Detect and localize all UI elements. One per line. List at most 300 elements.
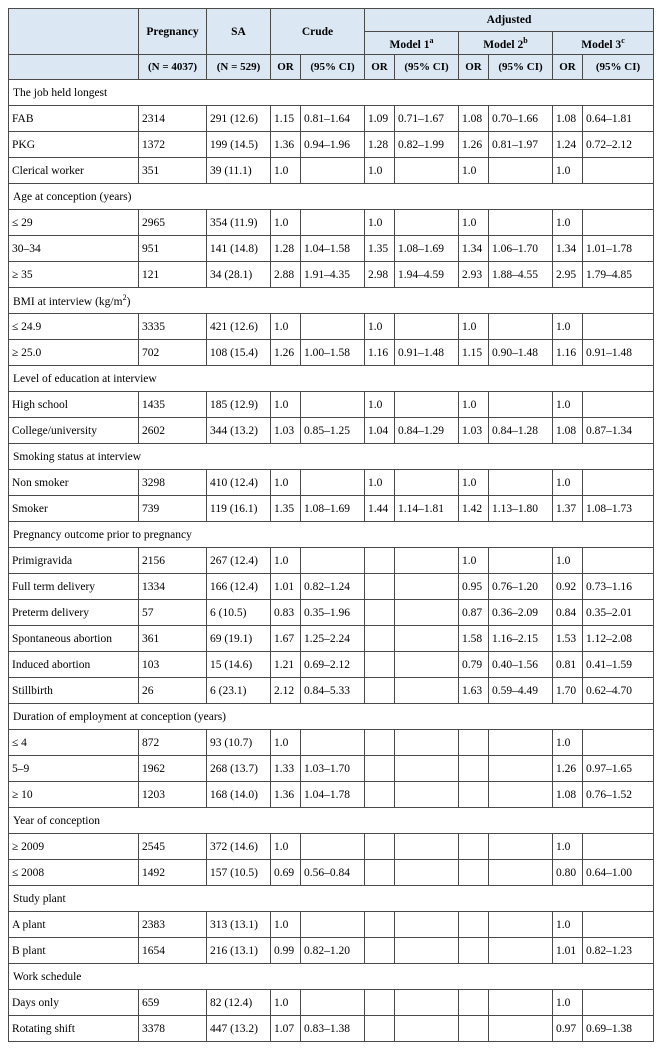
header-model1-sup: a: [429, 35, 434, 45]
pregnancy-count: 951: [139, 236, 207, 262]
row-label: 30–34: [9, 236, 139, 262]
model2-or: [459, 1016, 489, 1042]
row-label: Non smoker: [9, 470, 139, 496]
row-label: ≥ 10: [9, 782, 139, 808]
model2-or: 1.0: [459, 392, 489, 418]
model2-or: 1.0: [459, 470, 489, 496]
sa-count: 82 (12.4): [207, 990, 271, 1016]
crude-ci: [301, 990, 365, 1016]
model3-or: 1.0: [553, 314, 583, 340]
section-title-end: ): [126, 295, 131, 308]
model1-or: 1.16: [365, 340, 395, 366]
row-label: Days only: [9, 990, 139, 1016]
row-label: FAB: [9, 106, 139, 132]
model3-ci: 0.41–1.59: [583, 652, 654, 678]
crude-or: 1.07: [271, 1016, 301, 1042]
model2-or: 2.93: [459, 262, 489, 288]
crude-ci: 0.69–2.12: [301, 652, 365, 678]
model2-ci: [489, 730, 553, 756]
model3-or: 0.84: [553, 600, 583, 626]
row-label: Induced abortion: [9, 652, 139, 678]
header-or: OR: [271, 55, 301, 80]
model2-or: [459, 860, 489, 886]
section-title-text: Year of conception: [13, 814, 100, 827]
model2-ci: [489, 210, 553, 236]
model1-or: [365, 834, 395, 860]
table-row: [9, 756, 654, 782]
model2-ci: [489, 990, 553, 1016]
model2-ci: [489, 470, 553, 496]
model3-or: 1.34: [553, 236, 583, 262]
model1-or: [365, 730, 395, 756]
model1-ci: 1.94–4.59: [395, 262, 459, 288]
sa-count: 6 (10.5): [207, 600, 271, 626]
header-model3-sup: c: [621, 35, 625, 45]
table-row: [9, 834, 654, 860]
sa-count: 354 (11.9): [207, 210, 271, 236]
crude-or: 1.33: [271, 756, 301, 782]
model1-or: [365, 574, 395, 600]
model3-ci: [583, 314, 654, 340]
model3-or: 1.08: [553, 418, 583, 444]
pregnancy-count: 2383: [139, 912, 207, 938]
sa-count: 421 (12.6): [207, 314, 271, 340]
model1-ci: [395, 210, 459, 236]
model2-ci: [489, 782, 553, 808]
section-title-text: BMI at interview (kg/m: [13, 295, 123, 308]
section-row: [9, 184, 654, 210]
model3-or: 1.0: [553, 990, 583, 1016]
table-row: [9, 626, 654, 652]
crude-or: 0.83: [271, 600, 301, 626]
crude-ci: 0.56–0.84: [301, 860, 365, 886]
results-table: [8, 8, 654, 1042]
model3-or: 1.08: [553, 106, 583, 132]
model2-ci: 0.81–1.97: [489, 132, 553, 158]
model1-or: 1.0: [365, 392, 395, 418]
row-label: ≤ 2008: [9, 860, 139, 886]
pregnancy-count: 872: [139, 730, 207, 756]
model2-ci: [489, 548, 553, 574]
table-row: [9, 158, 654, 184]
model2-or: 1.34: [459, 236, 489, 262]
model3-ci: 0.62–4.70: [583, 678, 654, 704]
crude-or: 1.26: [271, 340, 301, 366]
header-or: OR: [553, 55, 583, 80]
row-label: Preterm delivery: [9, 600, 139, 626]
model1-ci: [395, 392, 459, 418]
crude-or: 1.0: [271, 470, 301, 496]
table-row: [9, 132, 654, 158]
model3-ci: 1.01–1.78: [583, 236, 654, 262]
row-label: B plant: [9, 938, 139, 964]
model2-or: 1.0: [459, 158, 489, 184]
pregnancy-count: 1435: [139, 392, 207, 418]
crude-ci: [301, 210, 365, 236]
sa-count: 141 (14.8): [207, 236, 271, 262]
sa-count: 267 (12.4): [207, 548, 271, 574]
crude-ci: 0.82–1.24: [301, 574, 365, 600]
crude-or: 1.0: [271, 548, 301, 574]
row-label: A plant: [9, 912, 139, 938]
sa-count: 313 (13.1): [207, 912, 271, 938]
crude-ci: [301, 730, 365, 756]
model2-or: 1.0: [459, 548, 489, 574]
model3-ci: 0.87–1.34: [583, 418, 654, 444]
sa-count: 199 (14.5): [207, 132, 271, 158]
section-title-text: Pregnancy outcome prior to pregnancy: [13, 528, 192, 541]
sa-count: 6 (23.1): [207, 678, 271, 704]
pregnancy-count: 26: [139, 678, 207, 704]
header-model3-label: Model 3: [581, 38, 622, 51]
model3-ci: 0.97–1.65: [583, 756, 654, 782]
row-label: 5–9: [9, 756, 139, 782]
model1-or: [365, 626, 395, 652]
row-label: ≤ 24.9: [9, 314, 139, 340]
model3-ci: 0.64–1.00: [583, 860, 654, 886]
model3-or: 1.0: [553, 548, 583, 574]
table-row: [9, 938, 654, 964]
header-ci: (95% CI): [301, 55, 365, 80]
crude-ci: [301, 834, 365, 860]
pregnancy-count: 3298: [139, 470, 207, 496]
crude-or: 0.99: [271, 938, 301, 964]
pregnancy-count: 3378: [139, 1016, 207, 1042]
row-label: ≥ 25.0: [9, 340, 139, 366]
model2-ci: [489, 314, 553, 340]
pregnancy-count: 361: [139, 626, 207, 652]
row-label: Smoker: [9, 496, 139, 522]
model3-or: 1.0: [553, 730, 583, 756]
crude-ci: 0.84–5.33: [301, 678, 365, 704]
section-title-text: Age at conception (years): [13, 190, 132, 203]
model2-or: 0.87: [459, 600, 489, 626]
pregnancy-count: 739: [139, 496, 207, 522]
section-title-text: Duration of employment at conception (years): [13, 710, 226, 723]
header-pregnancy: Pregnancy: [139, 9, 207, 55]
table-row: [9, 236, 654, 262]
model3-ci: [583, 990, 654, 1016]
model1-or: [365, 782, 395, 808]
model1-ci: [395, 574, 459, 600]
crude-ci: 0.82–1.20: [301, 938, 365, 964]
header-or: OR: [459, 55, 489, 80]
section-title: [9, 808, 654, 834]
section-row: [9, 808, 654, 834]
model3-ci: [583, 158, 654, 184]
pregnancy-count: 121: [139, 262, 207, 288]
model2-or: 1.63: [459, 678, 489, 704]
pregnancy-count: 2602: [139, 418, 207, 444]
model2-or: [459, 782, 489, 808]
model3-ci: [583, 470, 654, 496]
crude-or: 2.12: [271, 678, 301, 704]
model3-ci: [583, 392, 654, 418]
section-title-text: Smoking status at interview: [13, 450, 142, 463]
crude-or: 1.21: [271, 652, 301, 678]
model2-ci: 0.36–2.09: [489, 600, 553, 626]
header-sa: SA: [207, 9, 271, 55]
section-title-text: The job held longest: [13, 86, 108, 99]
table-row: [9, 652, 654, 678]
model1-ci: [395, 1016, 459, 1042]
sa-count: 34 (28.1): [207, 262, 271, 288]
row-label: Rotating shift: [9, 1016, 139, 1042]
model3-or: 1.01: [553, 938, 583, 964]
crude-ci: 1.00–1.58: [301, 340, 365, 366]
model3-ci: 0.91–1.48: [583, 340, 654, 366]
pregnancy-count: 57: [139, 600, 207, 626]
model1-or: 1.0: [365, 314, 395, 340]
model1-ci: 0.84–1.29: [395, 418, 459, 444]
crude-or: 1.0: [271, 990, 301, 1016]
crude-or: 1.03: [271, 418, 301, 444]
model3-ci: 0.64–1.81: [583, 106, 654, 132]
sa-count: 344 (13.2): [207, 418, 271, 444]
sa-count: 216 (13.1): [207, 938, 271, 964]
model2-ci: 1.13–1.80: [489, 496, 553, 522]
model3-or: 1.24: [553, 132, 583, 158]
table-row: [9, 392, 654, 418]
model2-ci: [489, 834, 553, 860]
model1-ci: [395, 678, 459, 704]
model1-ci: [395, 912, 459, 938]
model2-ci: [489, 756, 553, 782]
model1-or: [365, 600, 395, 626]
model2-or: 0.95: [459, 574, 489, 600]
crude-or: 1.0: [271, 392, 301, 418]
crude-ci: 0.94–1.96: [301, 132, 365, 158]
crude-ci: 1.25–2.24: [301, 626, 365, 652]
model3-or: 1.37: [553, 496, 583, 522]
sa-count: 69 (19.1): [207, 626, 271, 652]
row-label: Primigravida: [9, 548, 139, 574]
pregnancy-count: 1654: [139, 938, 207, 964]
header-ci: (95% CI): [583, 55, 654, 80]
model2-or: 1.42: [459, 496, 489, 522]
section-row: [9, 366, 654, 392]
header-ci: (95% CI): [395, 55, 459, 80]
section-title: [9, 366, 654, 392]
model1-or: [365, 1016, 395, 1042]
model1-ci: [395, 730, 459, 756]
model1-ci: 0.82–1.99: [395, 132, 459, 158]
model1-ci: [395, 938, 459, 964]
model1-or: 1.35: [365, 236, 395, 262]
section-title-text: Level of education at interview: [13, 372, 157, 385]
model1-or: [365, 652, 395, 678]
model1-ci: 1.14–1.81: [395, 496, 459, 522]
header-model2-label: Model 2: [483, 38, 524, 51]
model2-ci: 0.40–1.56: [489, 652, 553, 678]
section-title-sup: 2: [122, 293, 127, 303]
model1-or: [365, 548, 395, 574]
sa-count: 93 (10.7): [207, 730, 271, 756]
header-blank-2: [9, 55, 139, 80]
table-row: [9, 262, 654, 288]
section-title: [9, 184, 654, 210]
model3-or: 0.92: [553, 574, 583, 600]
section-title: [9, 444, 654, 470]
model2-or: 1.26: [459, 132, 489, 158]
model2-or: 1.08: [459, 106, 489, 132]
model3-ci: 1.08–1.73: [583, 496, 654, 522]
section-row: [9, 80, 654, 106]
crude-or: 1.0: [271, 912, 301, 938]
section-title: [9, 704, 654, 730]
crude-or: 1.36: [271, 782, 301, 808]
crude-ci: 1.04–1.58: [301, 236, 365, 262]
model2-ci: [489, 912, 553, 938]
model1-ci: 0.71–1.67: [395, 106, 459, 132]
crude-ci: 0.85–1.25: [301, 418, 365, 444]
crude-ci: 1.91–4.35: [301, 262, 365, 288]
model3-or: 1.53: [553, 626, 583, 652]
header-model2-sup: b: [523, 35, 528, 45]
sa-count: 168 (14.0): [207, 782, 271, 808]
model3-ci: 0.82–1.23: [583, 938, 654, 964]
model1-ci: [395, 834, 459, 860]
pregnancy-count: 1334: [139, 574, 207, 600]
model3-ci: 1.79–4.85: [583, 262, 654, 288]
table-row: [9, 912, 654, 938]
sa-count: 291 (12.6): [207, 106, 271, 132]
model3-ci: 0.76–1.52: [583, 782, 654, 808]
sa-count: 447 (13.2): [207, 1016, 271, 1042]
header-model3: [553, 32, 654, 55]
crude-or: 1.15: [271, 106, 301, 132]
crude-ci: [301, 912, 365, 938]
sa-count: 119 (16.1): [207, 496, 271, 522]
model2-or: 1.15: [459, 340, 489, 366]
model3-or: 1.0: [553, 470, 583, 496]
model2-or: [459, 730, 489, 756]
header-ci: (95% CI): [489, 55, 553, 80]
model2-ci: [489, 860, 553, 886]
model3-ci: [583, 548, 654, 574]
table-header: [9, 9, 654, 80]
sa-count: 410 (12.4): [207, 470, 271, 496]
table-row: [9, 574, 654, 600]
sa-count: 108 (15.4): [207, 340, 271, 366]
table-row: [9, 860, 654, 886]
model2-ci: 1.88–4.55: [489, 262, 553, 288]
model3-or: 2.95: [553, 262, 583, 288]
crude-ci: 0.35–1.96: [301, 600, 365, 626]
crude-ci: 1.04–1.78: [301, 782, 365, 808]
model1-ci: [395, 158, 459, 184]
row-label: Full term delivery: [9, 574, 139, 600]
model1-ci: [395, 652, 459, 678]
crude-or: 1.36: [271, 132, 301, 158]
crude-ci: [301, 314, 365, 340]
model2-ci: [489, 938, 553, 964]
pregnancy-count: 1962: [139, 756, 207, 782]
model2-or: 1.03: [459, 418, 489, 444]
section-title-text: Study plant: [13, 892, 66, 905]
crude-ci: 1.03–1.70: [301, 756, 365, 782]
model1-or: [365, 860, 395, 886]
sa-count: 166 (12.4): [207, 574, 271, 600]
sa-count: 157 (10.5): [207, 860, 271, 886]
table-body: [9, 80, 654, 1042]
model1-ci: [395, 782, 459, 808]
model3-ci: 0.69–1.38: [583, 1016, 654, 1042]
table-row: [9, 106, 654, 132]
model3-ci: [583, 834, 654, 860]
sa-count: 39 (11.1): [207, 158, 271, 184]
table-row: [9, 600, 654, 626]
model1-or: 1.09: [365, 106, 395, 132]
model1-ci: [395, 314, 459, 340]
table-row: [9, 470, 654, 496]
section-title: [9, 80, 654, 106]
model3-or: 1.0: [553, 210, 583, 236]
pregnancy-count: 2156: [139, 548, 207, 574]
model1-or: [365, 938, 395, 964]
crude-or: 1.0: [271, 730, 301, 756]
crude-or: 0.69: [271, 860, 301, 886]
model3-or: 1.0: [553, 158, 583, 184]
crude-ci: 0.83–1.38: [301, 1016, 365, 1042]
crude-or: 1.01: [271, 574, 301, 600]
model1-ci: [395, 600, 459, 626]
section-title: [9, 964, 654, 990]
model3-ci: [583, 730, 654, 756]
pregnancy-count: 659: [139, 990, 207, 1016]
model2-ci: [489, 158, 553, 184]
table-row: [9, 418, 654, 444]
section-row: [9, 288, 654, 314]
pregnancy-count: 1492: [139, 860, 207, 886]
model2-ci: 1.16–2.15: [489, 626, 553, 652]
model1-ci: [395, 860, 459, 886]
header-crude: Crude: [271, 9, 365, 55]
model3-ci: 1.12–2.08: [583, 626, 654, 652]
model2-ci: 1.06–1.70: [489, 236, 553, 262]
crude-ci: 1.08–1.69: [301, 496, 365, 522]
model1-or: 1.04: [365, 418, 395, 444]
model1-or: 1.0: [365, 470, 395, 496]
pregnancy-count: 3335: [139, 314, 207, 340]
table-row: [9, 990, 654, 1016]
section-title: [9, 522, 654, 548]
model1-ci: [395, 990, 459, 1016]
sa-count: 268 (13.7): [207, 756, 271, 782]
model3-or: 1.26: [553, 756, 583, 782]
model1-ci: 0.91–1.48: [395, 340, 459, 366]
model3-or: 1.08: [553, 782, 583, 808]
model3-ci: [583, 912, 654, 938]
model3-ci: 0.73–1.16: [583, 574, 654, 600]
model2-or: [459, 990, 489, 1016]
model2-or: [459, 756, 489, 782]
crude-or: 1.0: [271, 158, 301, 184]
section-row: [9, 886, 654, 912]
model3-or: 1.0: [553, 912, 583, 938]
table-row: [9, 210, 654, 236]
row-label: High school: [9, 392, 139, 418]
row-label: PKG: [9, 132, 139, 158]
model3-or: 1.0: [553, 834, 583, 860]
section-title-text: Work schedule: [13, 970, 82, 983]
pregnancy-count: 351: [139, 158, 207, 184]
crude-or: 1.0: [271, 314, 301, 340]
header-model2: [459, 32, 553, 55]
row-label: Spontaneous abortion: [9, 626, 139, 652]
row-label: ≤ 29: [9, 210, 139, 236]
sa-count: 372 (14.6): [207, 834, 271, 860]
